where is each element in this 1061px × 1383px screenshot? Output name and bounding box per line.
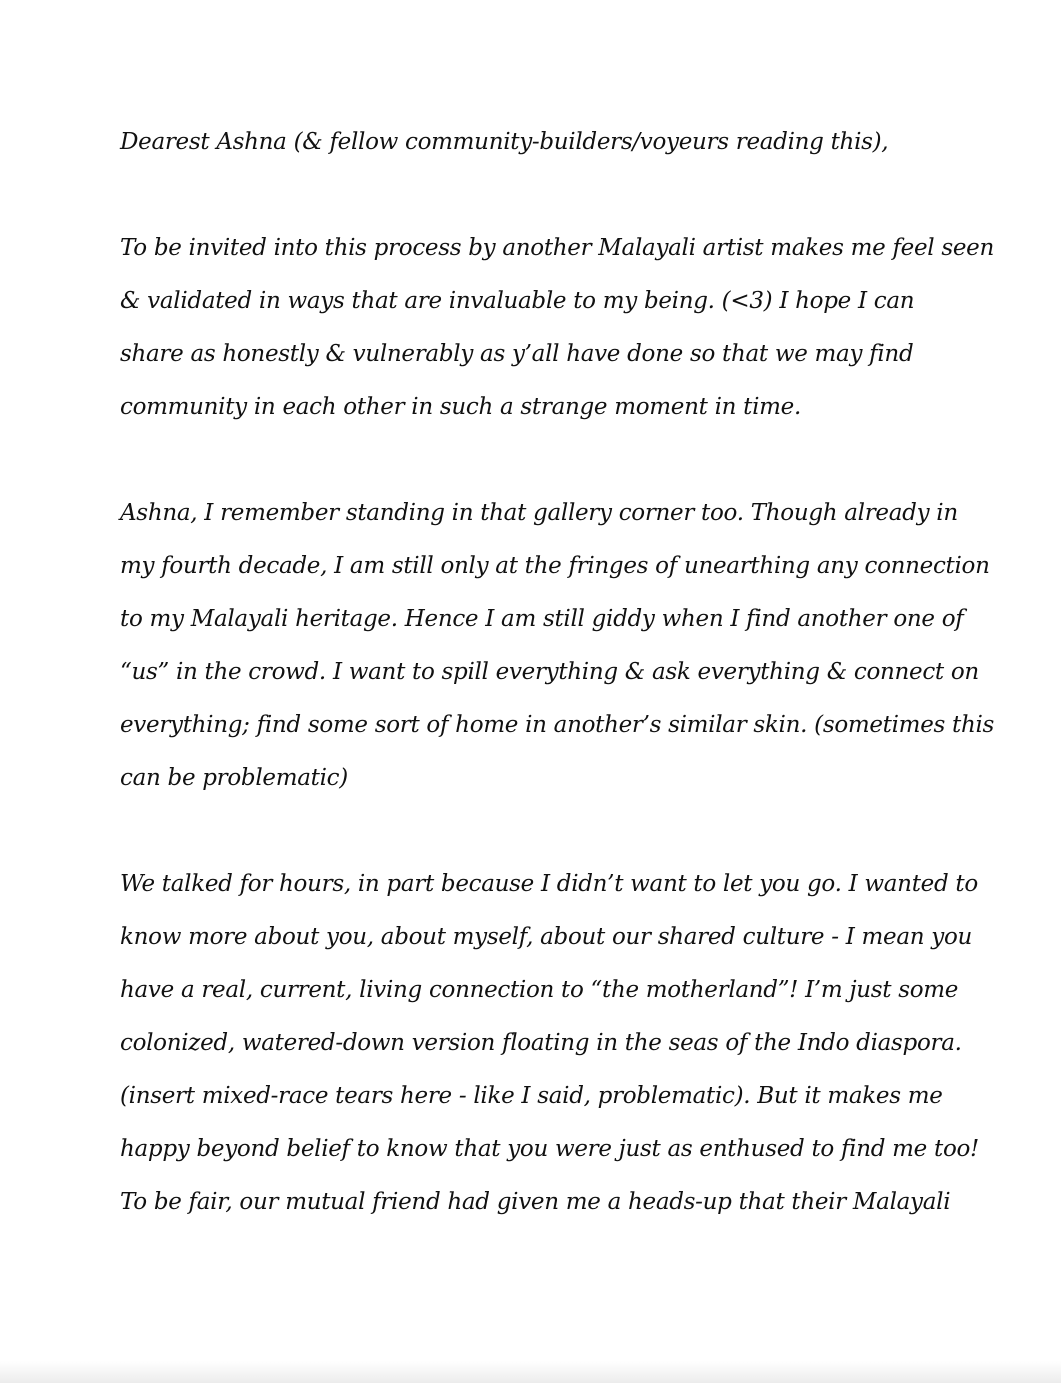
- page-bottom-edge: [0, 1361, 1061, 1383]
- salutation: Dearest Ashna (& fellow community-builders/voyeurs reading this),: [120, 129, 889, 155]
- text-line: (insert mixed-race tears here - like I said, problematic). But it makes me: [120, 1083, 943, 1109]
- text-line: To be invited into this process by another Malayali artist makes me feel seen: [120, 235, 994, 261]
- text-line: Ashna, I remember standing in that gallery corner too. Though already in: [120, 500, 958, 526]
- paragraph-gap: [120, 805, 950, 858]
- text-line: colonized, watered-down version floating in the seas of the Indo diaspora.: [120, 1030, 962, 1056]
- text-line: can be problematic): [120, 765, 348, 791]
- paragraph-gap: [120, 169, 950, 222]
- text-line: “us” in the crowd. I want to spill everything & ask everything & connect on: [120, 659, 979, 685]
- paragraph: [120, 487, 995, 805]
- text-line: happy beyond belief to know that you were just as enthused to find me too!: [120, 1136, 979, 1162]
- text-line: To be fair, our mutual friend had given me a heads-up that their Malayali: [120, 1189, 951, 1215]
- text-line: community in each other in such a strange moment in time.: [120, 394, 801, 420]
- text-line: my fourth decade, I am still only at the fringes of unearthing any connection: [120, 553, 990, 579]
- text-line: We talked for hours, in part because I didn’t want to let you go. I wanted to: [120, 871, 978, 897]
- text-line: to my Malayali heritage. Hence I am still giddy when I find another one of: [120, 606, 964, 632]
- text-line: share as honestly & vulnerably as y’all have done so that we may find: [120, 341, 914, 367]
- text-line: know more about you, about myself, about our shared culture - I mean you: [120, 924, 973, 950]
- text-line: & validated in ways that are invaluable to my being. (<3) I hope I can: [120, 288, 915, 314]
- paragraph: [120, 858, 979, 1229]
- paragraph-gap: [120, 434, 950, 487]
- paragraph: [120, 222, 994, 434]
- text-line: have a real, current, living connection to “the motherland”! I’m just some: [120, 977, 959, 1003]
- letter-body: [120, 116, 995, 1229]
- text-line: everything; find some sort of home in another’s similar skin. (sometimes this: [120, 712, 995, 738]
